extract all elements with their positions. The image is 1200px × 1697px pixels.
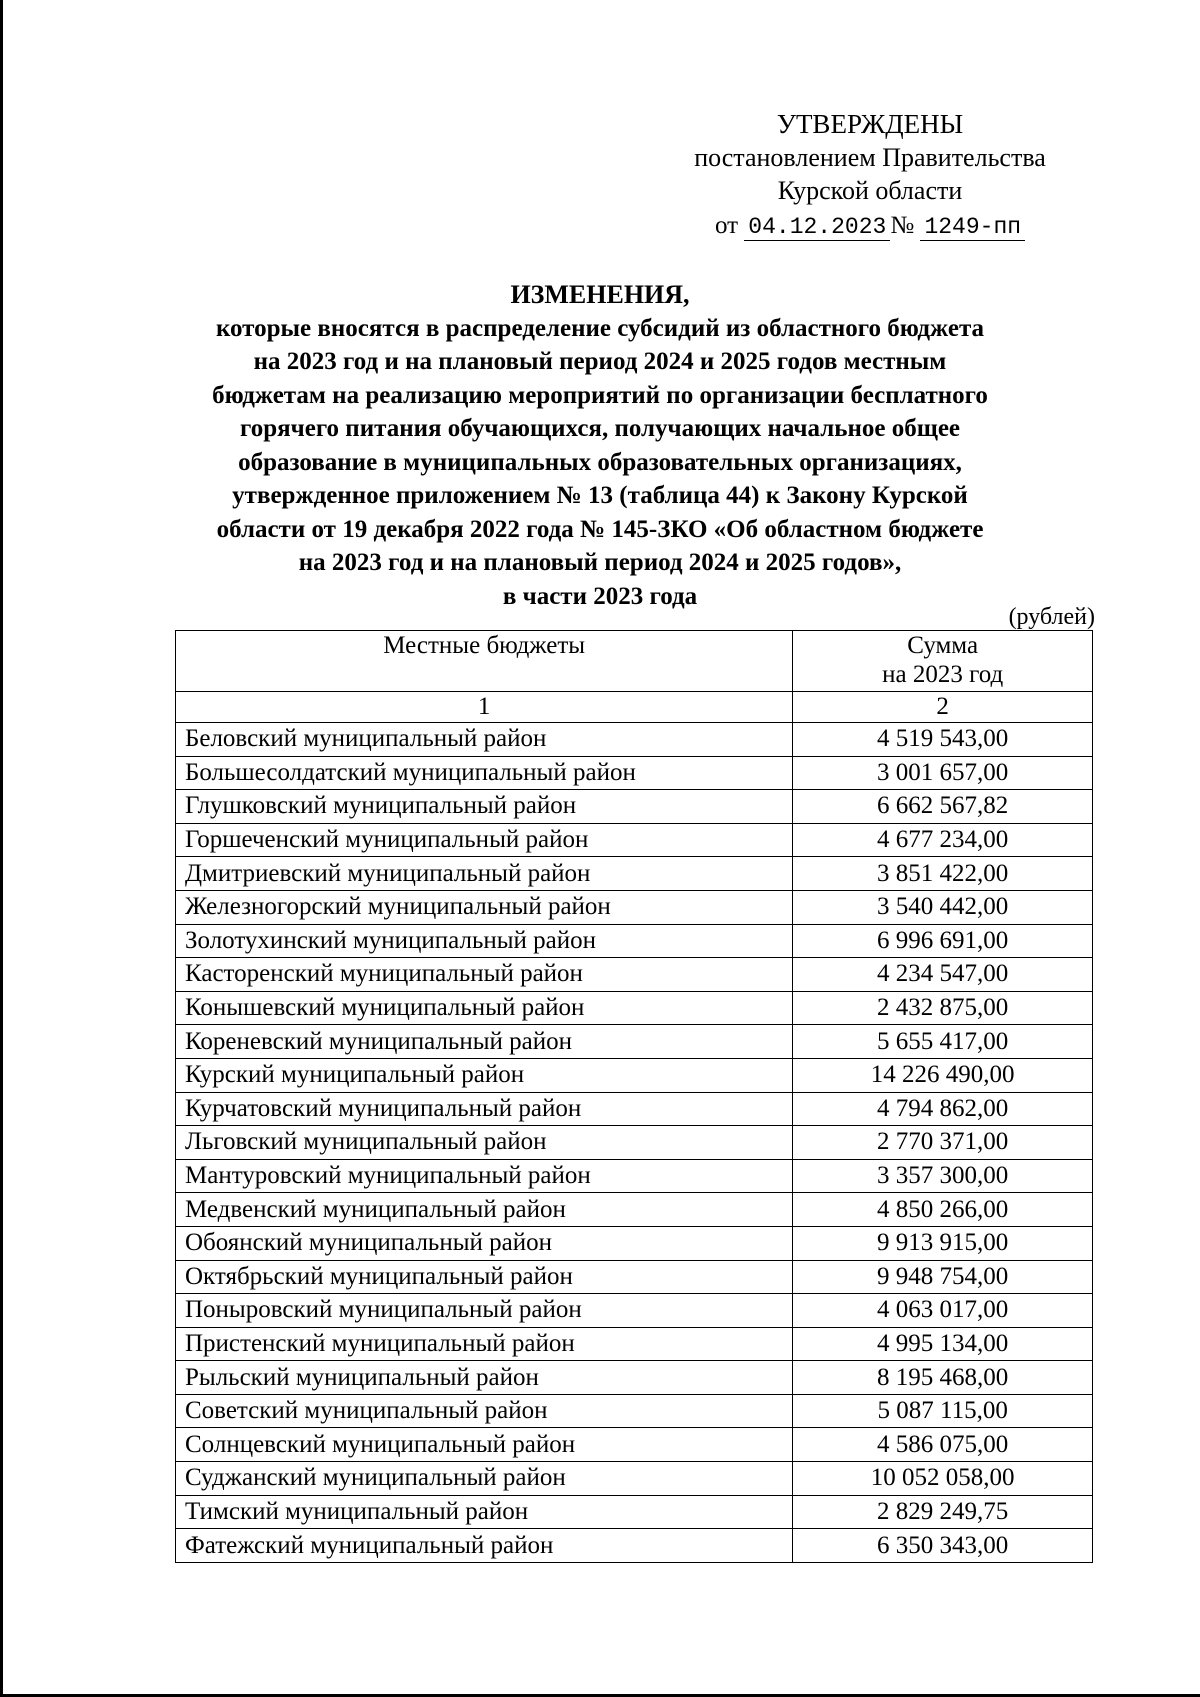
approval-date-line: [640, 209, 1100, 244]
district-amount: 4 063 017,00: [793, 1294, 1093, 1328]
district-amount: 2 829 249,75: [793, 1495, 1093, 1529]
district-amount: 6 996 691,00: [793, 924, 1093, 958]
district-amount: 3 540 442,00: [793, 890, 1093, 924]
table-row: [176, 1428, 1093, 1462]
table-row: [176, 1361, 1093, 1395]
district-amount: 4 586 075,00: [793, 1428, 1093, 1462]
district-name: Поныровский муниципальный район: [176, 1294, 793, 1328]
table-row: [176, 1159, 1093, 1193]
district-amount: 3 851 422,00: [793, 857, 1093, 891]
district-amount: 3 001 657,00: [793, 756, 1093, 790]
district-name: Большесолдатский муниципальный район: [176, 756, 793, 790]
title-line: в части 2023 года: [502, 582, 698, 610]
table-body: [176, 723, 1093, 1563]
table-row: [176, 1260, 1093, 1294]
district-name: Конышевский муниципальный район: [176, 991, 793, 1025]
district-name: Суджанский муниципальный район: [176, 1462, 793, 1496]
document-title: [150, 278, 1050, 613]
title-line: утвержденное приложением № 13 (таблица 44) к Закону Курской: [232, 482, 968, 509]
table-row: [176, 823, 1093, 857]
district-name: Курчатовский муниципальный район: [176, 1092, 793, 1126]
district-amount: 3 357 300,00: [793, 1159, 1093, 1193]
column-numbers-row: [176, 692, 1093, 723]
district-amount: 14 226 490,00: [793, 1058, 1093, 1092]
title-line: на 2023 год и на плановый период 2024 и 2025 годов местным: [253, 348, 947, 375]
district-amount: 5 655 417,00: [793, 1025, 1093, 1059]
district-name: Льговский муниципальный район: [176, 1126, 793, 1160]
budget-table: [175, 630, 1093, 1563]
district-name: Октябрьский муниципальный район: [176, 1260, 793, 1294]
title-line: образование в муниципальных образовательных организациях,: [238, 448, 962, 476]
decree-number: 1249-пп: [920, 214, 1025, 241]
district-amount: 2 770 371,00: [793, 1126, 1093, 1160]
district-name: Рыльский муниципальный район: [176, 1361, 793, 1395]
district-name: Касторенский муниципальный район: [176, 958, 793, 992]
district-amount: 4 519 543,00: [793, 723, 1093, 757]
table-row: [176, 1294, 1093, 1328]
table-row: [176, 1092, 1093, 1126]
table-row: [176, 1394, 1093, 1428]
district-name: Дмитриевский муниципальный район: [176, 857, 793, 891]
table-row: [176, 1226, 1093, 1260]
title-line: горячего питания обучающихся, получающих начальное общее: [239, 415, 961, 442]
approval-stamp: [640, 108, 1100, 244]
table-row: [176, 1495, 1093, 1529]
header-amount: [793, 631, 1093, 692]
district-amount: 4 794 862,00: [793, 1092, 1093, 1126]
column-number-1: 1: [176, 692, 793, 723]
district-amount: 4 850 266,00: [793, 1193, 1093, 1227]
district-name: Фатежский муниципальный район: [176, 1529, 793, 1563]
district-amount: 4 234 547,00: [793, 958, 1093, 992]
table-row: [176, 857, 1093, 891]
table-row: [176, 1327, 1093, 1361]
approval-issuer: постановлением Правительства: [694, 143, 1046, 172]
table-row: [176, 958, 1093, 992]
table-row: [176, 756, 1093, 790]
title-line: бюджетам на реализацию мероприятий по организации бесплатного: [212, 381, 988, 409]
district-name: Пристенский муниципальный район: [176, 1327, 793, 1361]
district-amount: 4 677 234,00: [793, 823, 1093, 857]
scan-border-left: [0, 0, 3, 1697]
district-name: Солнцевский муниципальный район: [176, 1428, 793, 1462]
units-label: (рублей): [1008, 604, 1095, 630]
district-amount: 4 995 134,00: [793, 1327, 1093, 1361]
table-row: [176, 1058, 1093, 1092]
header-amount-line2: на 2023 год: [882, 661, 1004, 688]
date-prefix: от: [714, 212, 739, 239]
district-amount: 6 662 567,82: [793, 790, 1093, 824]
table-row: [176, 1025, 1093, 1059]
title-line: которые вносятся в распределение субсидий из областного бюджета: [215, 314, 985, 342]
district-name: Тимский муниципальный район: [176, 1495, 793, 1529]
table-row: [176, 991, 1093, 1025]
table-header-row: [176, 631, 1093, 692]
district-name: Глушковский муниципальный район: [176, 790, 793, 824]
district-name: Кореневский муниципальный район: [176, 1025, 793, 1059]
district-amount: 8 195 468,00: [793, 1361, 1093, 1395]
table-row: [176, 890, 1093, 924]
district-amount: 9 948 754,00: [793, 1260, 1093, 1294]
table-row: [176, 924, 1093, 958]
district-name: Советский муниципальный район: [176, 1394, 793, 1428]
district-amount: 6 350 343,00: [793, 1529, 1093, 1563]
district-name: Обоянский муниципальный район: [176, 1226, 793, 1260]
table-row: [176, 790, 1093, 824]
district-name: Медвенский муниципальный район: [176, 1193, 793, 1227]
table-row: [176, 1462, 1093, 1496]
table-row: [176, 723, 1093, 757]
district-amount: 2 432 875,00: [793, 991, 1093, 1025]
district-name: Железногорский муниципальный район: [176, 890, 793, 924]
title-heading: ИЗМЕНЕНИЯ,: [510, 280, 690, 309]
district-amount: 10 052 058,00: [793, 1462, 1093, 1496]
header-local-budgets: Местные бюджеты: [176, 631, 793, 692]
decree-date: 04.12.2023: [744, 214, 890, 241]
title-body: [150, 312, 1050, 614]
table-row: [176, 1529, 1093, 1563]
title-line: области от 19 декабря 2022 года № 145-ЗКО «Об областном бюджете: [216, 515, 984, 543]
column-number-2: 2: [793, 692, 1093, 723]
table-row: [176, 1193, 1093, 1227]
district-name: Золотухинский муниципальный район: [176, 924, 793, 958]
table-row: [176, 1126, 1093, 1160]
district-name: Мантуровский муниципальный район: [176, 1159, 793, 1193]
approval-region: Курской области: [777, 176, 963, 205]
district-name: Курский муниципальный район: [176, 1058, 793, 1092]
district-name: Беловский муниципальный район: [176, 723, 793, 757]
district-name: Горшеченский муниципальный район: [176, 823, 793, 857]
header-amount-line1: Сумма: [907, 632, 979, 659]
district-amount: 9 913 915,00: [793, 1226, 1093, 1260]
number-prefix: №: [890, 212, 915, 239]
district-amount: 5 087 115,00: [793, 1394, 1093, 1428]
title-line: на 2023 год и на плановый период 2024 и 2025 годов»,: [298, 549, 902, 576]
approval-heading: УТВЕРЖДЕНЫ: [776, 109, 964, 139]
